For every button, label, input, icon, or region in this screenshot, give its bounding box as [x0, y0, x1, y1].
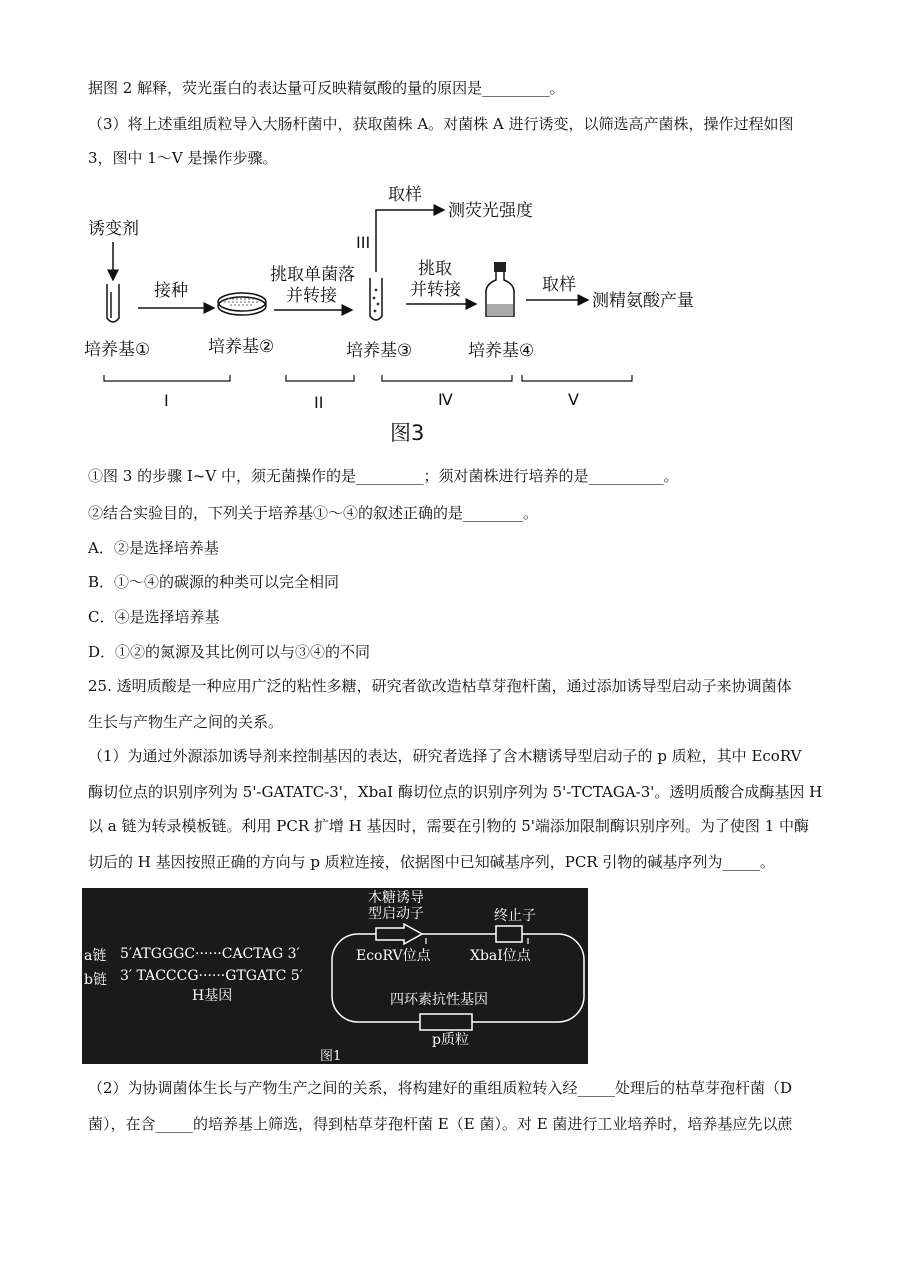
culture-bottle	[486, 262, 514, 316]
plasmid-label: p质粒	[432, 1032, 469, 1048]
tet-resistance-label: 四环素抗性基因	[390, 992, 488, 1008]
fluorescence-label: 测荧光强度	[448, 201, 533, 221]
text-line: ①图 3 的步骤 I~V 中，须无菌操作的是_________；须对菌株进行培养的是__________。	[88, 467, 679, 485]
medium-1-label: 培养基①	[84, 340, 151, 360]
text-line: （1）为通过外源添加诱导剂来控制基因的表达，研究者选择了含木糖诱导型启动子的 p 质粒，其中 EcoRV	[88, 747, 802, 765]
text-line: （2）为协调菌体生长与产物生产之间的关系，将构建好的重组质粒转入经_____处理后的枯草芽孢杆菌（D	[88, 1079, 793, 1097]
bracket-step-4	[382, 375, 512, 381]
medium-2-label: 培养基②	[208, 337, 275, 357]
option-c: C．④是选择培养基	[88, 608, 220, 626]
sample-label-2: 取样	[542, 275, 576, 295]
transfer-label: 并转接	[286, 286, 337, 306]
figure-1-caption: 图1	[320, 1049, 342, 1064]
mutagen-label: 诱变剂	[88, 219, 139, 239]
figure-3-caption: 图3	[390, 421, 425, 445]
bracket-step-1	[104, 375, 230, 381]
figure-1	[82, 888, 588, 1064]
step-3-label: III	[356, 233, 371, 252]
chain-a-sequence: 5′ATGGGC······CACTAG 3′	[120, 946, 300, 962]
petri-dish	[218, 293, 266, 315]
ecorv-site-label: EcoRV位点	[356, 948, 431, 964]
text-line: 3，图中 1～V 是操作步骤。	[88, 149, 278, 167]
promoter-label-1: 木糖诱导	[368, 890, 424, 906]
chain-b-sequence: 3′ TACCCG······GTGATC 5′	[120, 968, 303, 984]
bracket-step-5	[522, 375, 632, 381]
bracket-step-2	[286, 375, 354, 381]
text-line: 以 a 链为转录模板链。利用 PCR 扩增 H 基因时，需要在引物的 5'端添加限制酶识别序列。为了使图 1 中酶	[88, 817, 810, 835]
text-line: 菌），在含_____的培养基上筛选，得到枯草芽孢杆菌 E（E 菌）。对 E 菌进行工业培养时，培养基应先以蔗	[88, 1115, 793, 1133]
step-2-label: II	[314, 393, 324, 412]
text-line: 切后的 H 基因按照正确的方向与 p 质粒连接，依据图中已知碱基序列，PCR 引物的碱基序列为_____。	[88, 853, 775, 871]
figure-3	[80, 180, 740, 452]
arginine-label: 测精氨酸产量	[592, 291, 694, 311]
xbai-site-label: XbaⅠ位点	[470, 948, 531, 964]
transfer-label-2: 并转接	[410, 280, 461, 300]
tet-resistance-box	[420, 1014, 472, 1030]
text-line: （3）将上述重组质粒导入大肠杆菌中，获取菌株 A。对菌株 A 进行诱变，以筛选高产菌株，操作过程如图	[88, 115, 794, 133]
step-4-label: Ⅳ	[438, 390, 453, 409]
text-line: ②结合实验目的，下列关于培养基①～④的叙述正确的是________。	[88, 504, 539, 522]
terminator-label: 终止子	[494, 908, 536, 924]
option-a: A．②是选择培养基	[88, 539, 219, 557]
promoter-label-2: 型启动子	[368, 906, 424, 922]
medium-4-label: 培养基④	[468, 341, 535, 361]
text-line: 生长与产物生产之间的关系。	[88, 713, 284, 731]
inoculate-label: 接种	[154, 281, 188, 301]
step-5-label: V	[568, 390, 579, 409]
text-line: 25. 透明质酸是一种应用广泛的粘性多糖，研究者欲改造枯草芽孢杆菌，通过添加诱导型启动子来协调菌体	[88, 677, 792, 695]
step-1-label: I	[164, 391, 169, 410]
text-line: 据图 2 解释，荧光蛋白的表达量可反映精氨酸的量的原因是_________。	[88, 79, 565, 97]
chain-b-label: b链	[84, 972, 107, 988]
test-tube-3	[370, 278, 382, 320]
option-b: B．①～④的碳源的种类可以完全相同	[88, 573, 340, 591]
pick-label-2: 挑取	[418, 259, 452, 279]
medium-3-label: 培养基③	[346, 341, 413, 361]
pick-colony-label: 挑取单菌落	[270, 265, 355, 285]
text-line: 酶切位点的识别序列为 5'-GATATC-3'，XbaI 酶切位点的识别序列为 5'-TCTAGA-3'。透明质酸合成酶基因 H	[88, 783, 823, 801]
option-d: D．①②的氮源及其比例可以与③④的不同	[88, 643, 371, 661]
test-tube-1	[107, 284, 119, 322]
chain-a-label: a链	[84, 948, 107, 964]
terminator-box	[496, 926, 522, 942]
sample-label-1: 取样	[388, 185, 422, 205]
h-gene-label: H基因	[192, 988, 233, 1004]
